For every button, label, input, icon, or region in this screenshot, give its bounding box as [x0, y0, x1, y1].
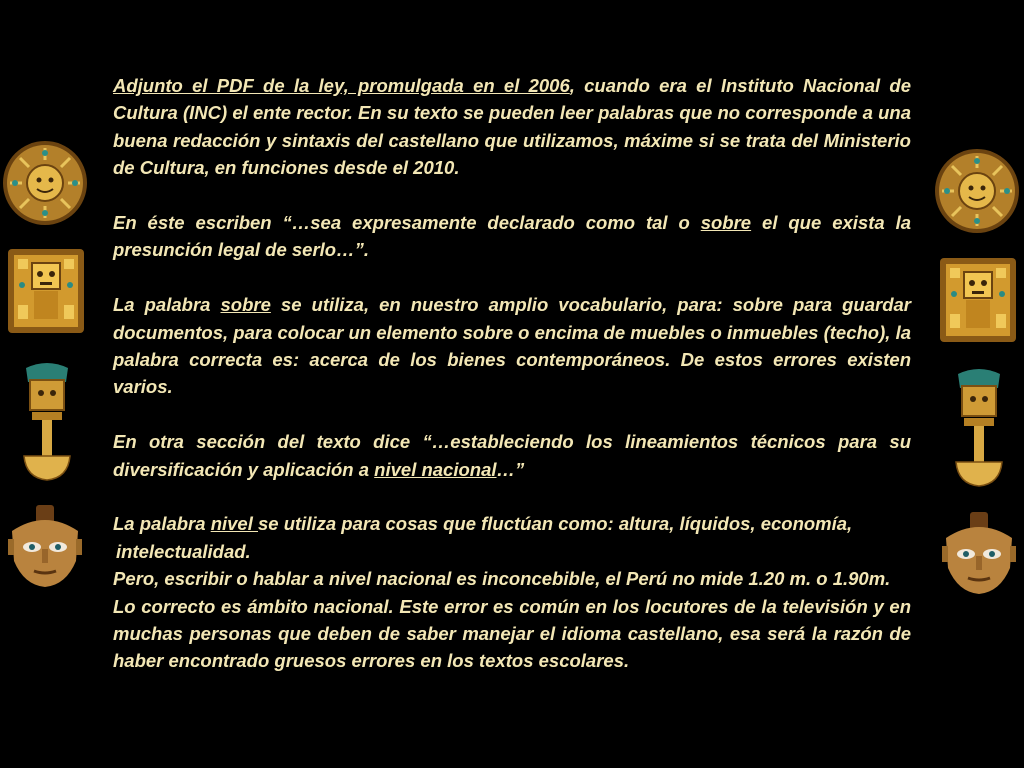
slide-text-body	[113, 72, 911, 675]
paragraph-1	[113, 72, 911, 182]
paragraph-7: Lo correcto es ámbito nacional. Este error es común en los locutores de la televisión y en muchas personas que deben de saber manejar el idioma castellano, esa será la razón de haber encontrado gruesos errores en los textos escolares.	[113, 595, 911, 672]
paragraph-3-text-a: La palabra	[113, 294, 221, 316]
paragraph-2	[113, 209, 911, 264]
paragraph-3-text-b: se utiliza, en nuestro amplio vocabulario, para: sobre para guardar documentos, para colocar un elemento sobre o encima de muebles o inmuebles (techo), la palabra correcta es: acerca de los bienes contemporáneos. De estos errores existen varios.	[113, 294, 911, 398]
tumi-knife-icon	[20, 362, 74, 484]
gold-mask-icon	[6, 503, 84, 589]
underlined-word-sobre: sobre	[220, 294, 271, 316]
sun-disc-icon	[934, 148, 1020, 234]
paragraph-2-text-b: el que exista la presunción legal de serlo…”.	[113, 212, 911, 261]
sun-disc-icon	[2, 140, 88, 226]
gold-mask-icon	[940, 510, 1018, 596]
deity-plaque-icon	[6, 245, 86, 337]
paragraph-5	[113, 510, 911, 537]
underlined-word-sobre: sobre	[700, 212, 752, 234]
tumi-knife-icon	[952, 368, 1006, 490]
paragraph-6: Pero, escribir o hablar a nivel nacional es inconcebible, el Perú no mide 1.20 m. o 1.90m.	[113, 568, 891, 590]
paragraph-5-continuation: intelectualidad.	[116, 540, 251, 562]
paragraph-4-text-a: En otra sección del texto dice “…estableciendo los lineamientos técnicos para su diversificación y aplicación a	[113, 431, 911, 480]
underlined-phrase-nivel-nacional: nivel nacional	[374, 458, 497, 480]
paragraph-2-text-a: En éste escriben “…sea expresamente declarado como tal o	[113, 212, 701, 234]
paragraph-4-text-b: …”	[496, 458, 525, 480]
pdf-law-link[interactable]: Adjunto el PDF de la ley, promulgada en el 2006	[113, 75, 570, 96]
paragraph-1-text: , cuando era el Instituto Nacional de Cultura (INC) el ente rector. En su texto se pueden leer palabras que no corresponde a una buena redacción y sintaxis del castellano que utilizamos, máxime si se trata del Ministerio de Cultura, en funciones desde el 2010.	[113, 75, 911, 179]
paragraph-4	[113, 428, 911, 483]
paragraph-5-text-b: se utiliza para cosas que fluctúan como: altura, líquidos, economía,	[258, 513, 853, 535]
paragraph-5-text-a: La palabra	[113, 513, 211, 535]
underlined-word-nivel: nivel	[210, 513, 258, 535]
paragraph-3	[113, 291, 911, 401]
deity-plaque-icon	[938, 254, 1018, 346]
